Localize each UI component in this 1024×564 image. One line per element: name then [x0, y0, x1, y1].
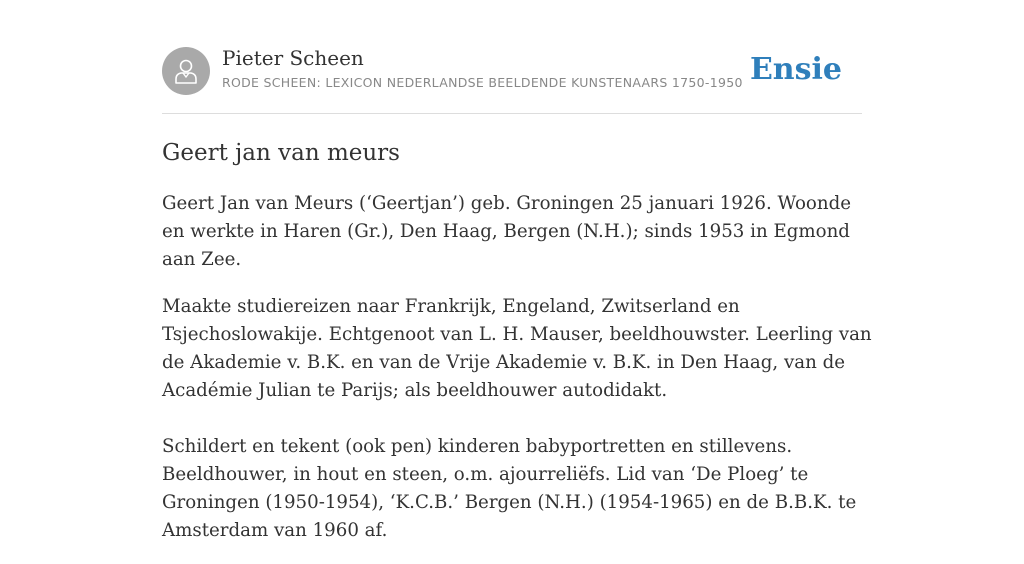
- avatar[interactable]: [162, 47, 210, 95]
- author-header: [162, 46, 862, 96]
- source-title[interactable]: RODE SCHEEN: LEXICON NEDERLANDSE BEELDENDE KUNSTENAARS 1750-1950: [222, 75, 743, 90]
- author-name[interactable]: Pieter Scheen: [222, 46, 364, 70]
- ensie-logo[interactable]: Ensie: [749, 52, 842, 87]
- user-icon: [174, 58, 198, 84]
- paragraph: Maakte studiereizen naar Frankrijk, Engeland, Zwitserland en Tsjechoslowakije. Echtgenoot van L. H. Mauser, beeldhouwster. Leerling van de Akademie v. B.K. en van de Vrije Akademie v. B.K. in Den Haag, van de Académie Julian te Parijs; als beeldhouwer autodidakt.: [162, 296, 872, 401]
- page-title: Geert jan van meurs: [162, 140, 400, 166]
- paragraph: Geert Jan van Meurs (‘Geertjan’) geb. Groningen 25 januari 1926. Woonde en werkte in Haren (Gr.), Den Haag, Bergen (N.H.); sinds 1953 in Egmond aan Zee.: [162, 193, 852, 270]
- article-body: [162, 190, 872, 564]
- paragraph: Schildert en tekent (ook pen) kinderen babyportretten en stillevens. Beeldhouwer, in hout en steen, o.m. ajourreliëfs. Lid van ‘De Ploeg’ te Groningen (1950-1954), ‘K.C.B.’ Bergen (N.H.) (1954-1965) en de B.B.K. te Amsterdam van 1960 af.: [162, 436, 857, 541]
- header-divider: [162, 113, 862, 114]
